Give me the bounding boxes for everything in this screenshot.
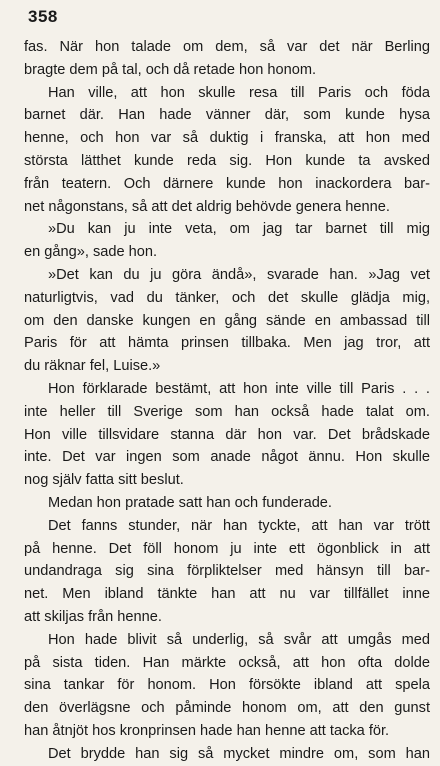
- text-line: Medan hon pratade satt han och funderade.: [48, 494, 332, 511]
- text-line: nog själv fatta sitt beslut.: [24, 472, 184, 489]
- text-line: »Du kan ju inte veta, om jag tar barnet till mig: [48, 221, 430, 238]
- text-line: en gång», sade hon.: [24, 244, 158, 261]
- text-line: net någonstans, så att det aldrig behövde genera henne.: [24, 198, 390, 215]
- text-line: net. Men ibland tänkte han att nu var tillfället inne: [24, 586, 430, 603]
- body-text: [24, 36, 430, 766]
- text-line: att skiljas från henne.: [24, 608, 162, 625]
- text-line: Paris för att hämta prinsen tillbaka. Men jag tror, att: [24, 335, 430, 352]
- text-line: Det fanns stunder, när han tyckte, att han var trött: [48, 517, 430, 534]
- text-line: inte heller till Sverige som han också hade talat om.: [24, 403, 430, 420]
- text-line: på sista tiden. Han märkte också, att hon ofta dolde: [24, 654, 430, 671]
- text-line: från teatern. Och därnere kunde hon inackordera bar-: [24, 175, 430, 192]
- text-line: fas. När hon talade om dem, så var det när Berling: [24, 39, 430, 55]
- text-line: största lätthet kunde reda sig. Hon kunde ta avsked: [24, 152, 430, 169]
- text-line: du räknar fel, Luise.»: [24, 358, 161, 375]
- text-line: Han ville, att hon skulle resa till Paris och föda: [48, 84, 430, 101]
- text-line: Hon förklarade bestämt, att hon inte ville till Paris . . .: [48, 380, 430, 397]
- text-line: naturligtvis, vad du tänker, och det skulle glädja mig,: [24, 289, 430, 306]
- text-line: på henne. Det föll honom ju inte ett ögonblick in att: [24, 540, 430, 557]
- text-line: inte. Det var ingen som anade något ännu. Hon skulle: [24, 449, 430, 466]
- text-line: han åtnjöt hos kronprinsen hade han henne att tacka för.: [24, 722, 390, 739]
- text-line: undandraga sig sina förpliktelser med hänsyn till bar-: [24, 563, 430, 580]
- text-line: om den danske kungen en gång sände en ambassad till: [24, 312, 430, 329]
- text-line: bragte dem på tal, och då retade hon honom.: [24, 61, 317, 78]
- text-line: Hon hade blivit så underlig, så svår att umgås med: [48, 631, 430, 648]
- page-number: 358: [28, 7, 58, 26]
- text-line: sina tankar för honom. Hon försökte ibland att spela: [24, 677, 430, 694]
- text-line: »Det kan du ju göra ändå», svarade han. »Jag vet: [48, 266, 430, 283]
- text-line: henne, och hon var så duktig i franska, att hon med: [24, 130, 430, 147]
- text-line: Det brydde han sig så mycket mindre om, som han: [48, 745, 430, 762]
- text-line: Hon ville tillsvidare stanna där hon var. Det brådskade: [24, 426, 430, 443]
- text-line: den överlägsne och påminde honom om, att den gunst: [24, 700, 430, 717]
- text-line: barnet där. Han hade vänner där, som kunde hysa: [24, 107, 430, 124]
